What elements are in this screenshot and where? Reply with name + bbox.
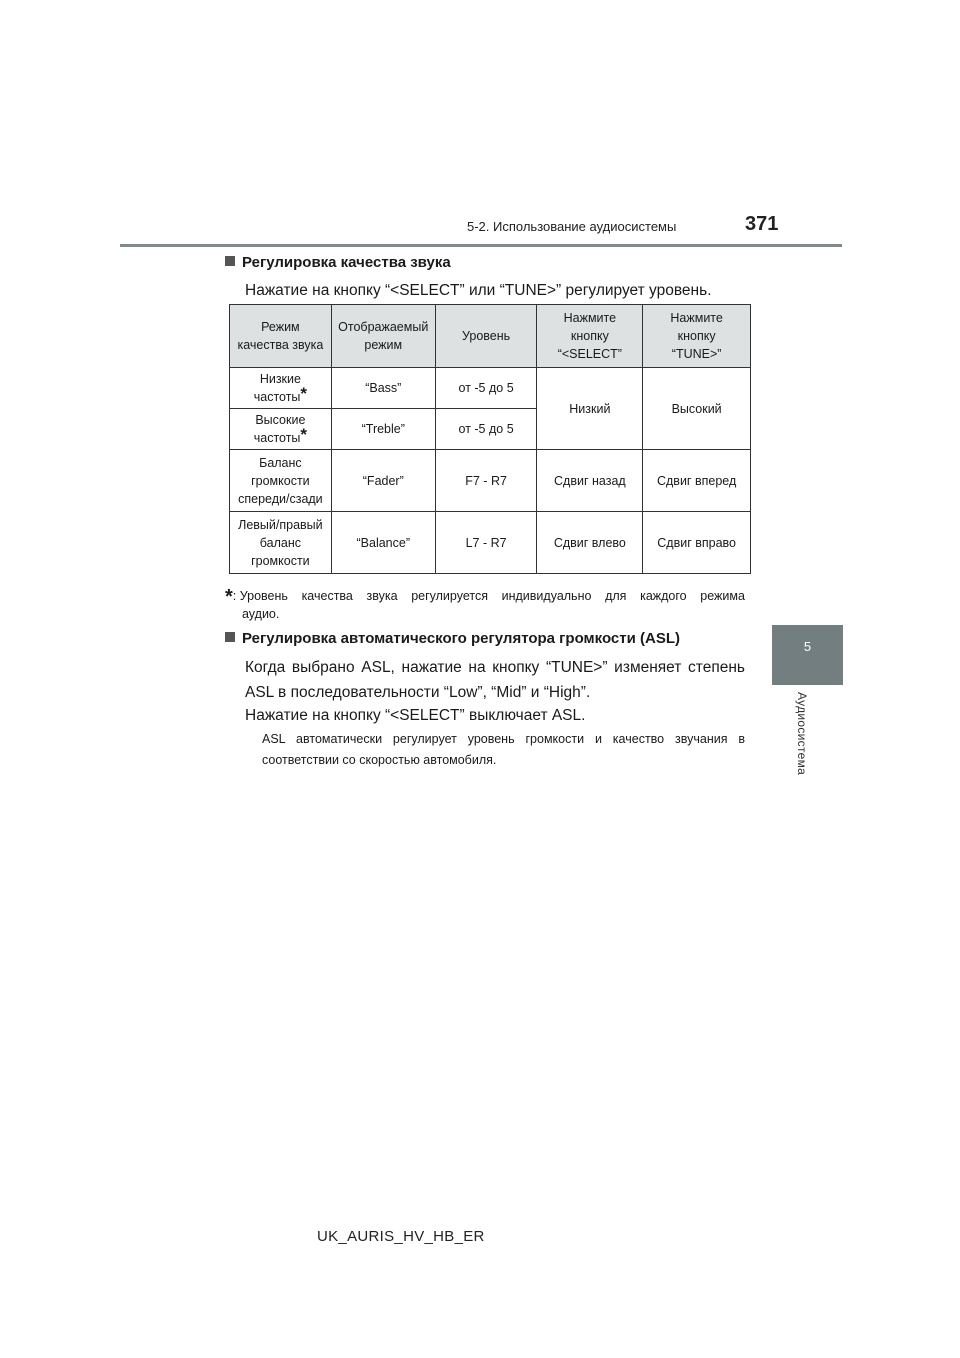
page-number: 371 bbox=[745, 213, 779, 235]
section1-heading bbox=[225, 254, 451, 271]
chapter-label: Аудиосистема bbox=[795, 692, 809, 776]
section1-heading-text: Регулировка качества звука bbox=[242, 254, 451, 271]
footer-model-code: UK_AURIS_HV_HB_ER bbox=[317, 1228, 485, 1245]
table-header-cell: Нажмите кнопку “TUNE>” bbox=[643, 305, 751, 368]
chapter-number: 5 bbox=[803, 639, 812, 654]
table-header-row bbox=[230, 305, 751, 368]
display-cell: “Fader” bbox=[331, 450, 435, 512]
asterisk-icon: * bbox=[300, 384, 308, 403]
footnote-word: звука bbox=[366, 589, 398, 603]
level-cell: от -5 до 5 bbox=[435, 409, 537, 450]
footnote-word: *: Уровень bbox=[225, 586, 288, 608]
section2-para1: Когда выбрано ASL, нажатие на кнопку “TUNE>” изменяет степень ASL в последовательности “Low”, “Mid” и “High”. bbox=[245, 659, 745, 701]
section2-heading bbox=[225, 630, 680, 647]
footnote-line1 bbox=[225, 586, 745, 608]
footnote-line2: аудио. bbox=[242, 607, 280, 621]
display-cell: “Bass” bbox=[331, 368, 435, 409]
tune-cell: Сдвиг вперед bbox=[643, 450, 751, 512]
level-cell: F7 - R7 bbox=[435, 450, 537, 512]
section2-para2: Нажатие на кнопку “<SELECT” выключает ASL. bbox=[245, 707, 586, 724]
footnote-word: режима bbox=[700, 589, 745, 603]
sound-quality-table bbox=[229, 304, 751, 574]
header-rule bbox=[120, 244, 842, 247]
asterisk-icon: * bbox=[225, 586, 233, 608]
footnote bbox=[225, 587, 745, 623]
footnote-word: качества bbox=[301, 589, 353, 603]
select-cell: Сдвиг назад bbox=[537, 450, 643, 512]
heading-square-icon bbox=[225, 632, 235, 642]
display-cell: “Balance” bbox=[331, 512, 435, 574]
table-row bbox=[230, 512, 751, 574]
asterisk-icon: * bbox=[300, 425, 308, 444]
chapter-tab bbox=[772, 625, 843, 685]
section2-heading-text: Регулировка автоматического регулятора громкости (ASL) bbox=[242, 630, 680, 647]
footnote-word: для bbox=[605, 589, 627, 603]
tune-cell: Высокий bbox=[643, 368, 751, 450]
table-header-cell: Отображаемый режим bbox=[331, 305, 435, 368]
table-row bbox=[230, 368, 751, 409]
level-cell: от -5 до 5 bbox=[435, 368, 537, 409]
select-cell: Низкий bbox=[537, 368, 643, 450]
tune-cell: Сдвиг вправо bbox=[643, 512, 751, 574]
display-cell: “Treble” bbox=[331, 409, 435, 450]
table-row bbox=[230, 450, 751, 512]
footnote-word: каждого bbox=[640, 589, 687, 603]
table-header-cell: Уровень bbox=[435, 305, 537, 368]
header-section-title: 5-2. Использование аудиосистемы bbox=[467, 219, 677, 234]
heading-square-icon bbox=[225, 256, 235, 266]
mode-cell: Баланс громкости спереди/сзади bbox=[230, 450, 332, 512]
select-cell: Сдвиг влево bbox=[537, 512, 643, 574]
level-cell: L7 - R7 bbox=[435, 512, 537, 574]
mode-cell: Низкие частоты* bbox=[230, 368, 332, 409]
table-header-cell: Режим качества звука bbox=[230, 305, 332, 368]
mode-cell: Высокие частоты* bbox=[230, 409, 332, 450]
section1-intro: Нажатие на кнопку “<SELECT” или “TUNE>” регулирует уровень. bbox=[245, 282, 712, 299]
footnote-word: регулируется bbox=[411, 589, 488, 603]
table-header-cell: Нажмите кнопку “<SELECT” bbox=[537, 305, 643, 368]
mode-cell: Левый/правый баланс громкости bbox=[230, 512, 332, 574]
section2-note: ASL автоматически регулирует уровень громкости и качество звучания в соответствии со скоростью автомобиля. bbox=[262, 732, 745, 767]
footnote-word: индивидуально bbox=[501, 589, 592, 603]
